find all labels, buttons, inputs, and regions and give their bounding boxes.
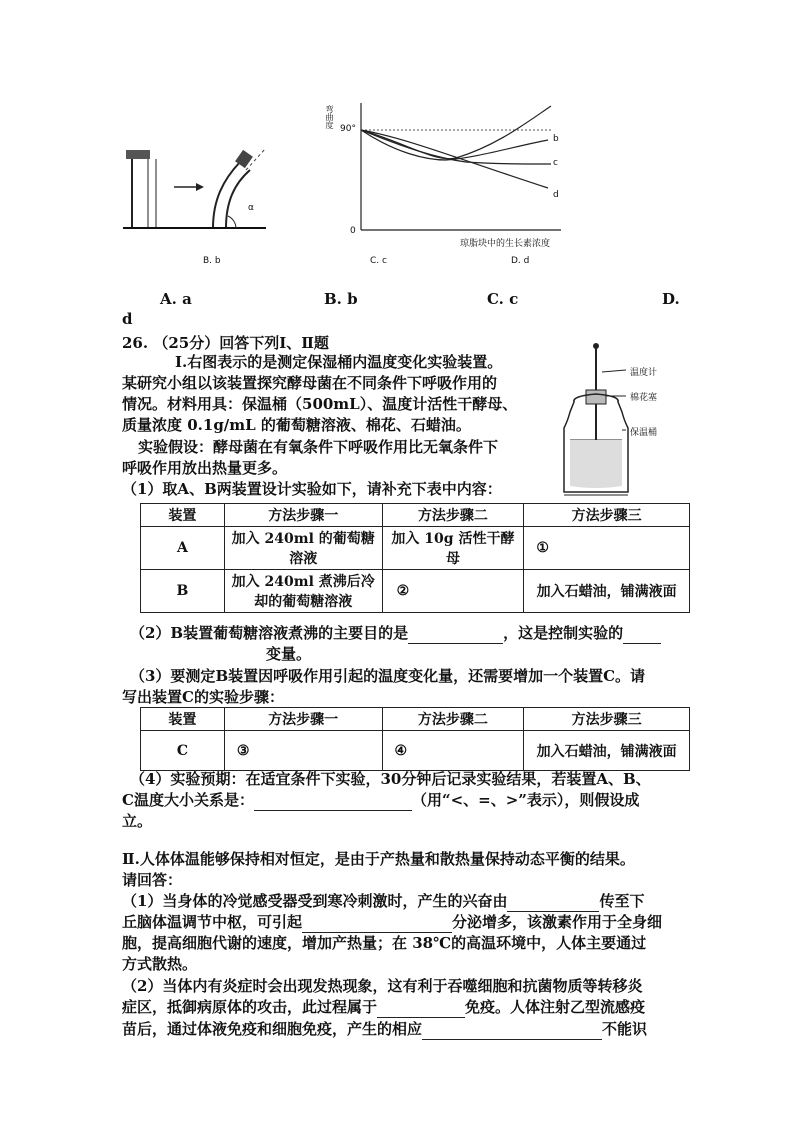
t1-header-step2: 方法步骤二: [382, 504, 524, 527]
graph-origin: 0: [350, 226, 356, 236]
q26-p6: 呼吸作用放出热量更多。: [122, 459, 288, 477]
q4-line-b: [122, 789, 639, 811]
graph-ylabel: 弯曲度: [325, 105, 334, 129]
curve-label-c: c: [553, 158, 558, 168]
q2-text-a: （2）B装置葡萄糖溶液煮沸的主要目的是: [130, 624, 409, 642]
part2-l3a: （1）当身体的冷觉感受器受到寒冷刺激时，产生的兴奋由: [122, 892, 508, 910]
t1-row-b-step1: 加入 240ml 煮沸后冷却的葡萄糖溶液: [224, 570, 382, 613]
t2-header-step3: 方法步骤三: [524, 708, 690, 731]
part2-l8: [122, 996, 645, 1018]
q2-line: [130, 622, 661, 644]
stem-figure: [118, 140, 268, 235]
part2-l5: 胞，提高细胞代谢的速度，增加产热量；在 38℃的高温环境中，人体主要通过: [122, 934, 647, 952]
t2-header-step1: 方法步骤一: [224, 708, 382, 731]
option-d[interactable]: D.: [662, 290, 680, 308]
t1-row-a-step3[interactable]: ①: [524, 527, 690, 570]
option-d-wrap: d: [122, 310, 133, 328]
t1-row-b-step2[interactable]: ②: [382, 570, 524, 613]
t1-row-a-step2: 加入 10g 活性干酵母: [382, 527, 524, 570]
q26-p2: 某研究小组以该装置探究酵母菌在不同条件下呼吸作用的: [122, 374, 498, 392]
t2-header-device: 装置: [141, 708, 225, 731]
part2-l6: 方式散热。: [122, 955, 198, 973]
t1-row-a-step1: 加入 240ml 的葡萄糖溶液: [224, 527, 382, 570]
t1-header-step3: 方法步骤三: [524, 504, 690, 527]
t2-header-step2: 方法步骤二: [382, 708, 524, 731]
right-caption-c: C. c: [370, 256, 387, 266]
table-c: [140, 707, 690, 771]
curve-a: [361, 106, 551, 159]
part2-l3: [122, 890, 644, 912]
option-c[interactable]: C. c: [487, 290, 519, 308]
part2-l7: （2）当体内有炎症时会出现发热现象，这有利于吞噬细胞和抗菌物质等转移炎: [122, 977, 643, 995]
part2-blank-4[interactable]: [422, 1023, 602, 1040]
part2-l4: [122, 911, 662, 933]
t2-row-c-device: C: [141, 731, 225, 771]
curve-graph: [326, 98, 566, 248]
q3-line-b: 写出装置C的实验步骤：: [122, 688, 284, 706]
graph-y90: 90°: [340, 124, 356, 134]
part2-l8b: 免疫。人体注射乙型流感疫: [465, 998, 646, 1016]
t1-header-step1: 方法步骤一: [224, 504, 382, 527]
q26-p5: 实验假设：酵母菌在有氧条件下呼吸作用比无氧条件下: [138, 438, 499, 456]
t2-row-c-step3: 加入石蜡油，铺满液面: [524, 731, 690, 771]
q4-blank[interactable]: [254, 794, 412, 811]
q4-line-d: 立。: [122, 812, 153, 830]
q4-text-c: （用“<、=、>”表示），则假设成: [411, 791, 640, 809]
q3-line-a: （3）要测定B装置因呼吸作用引起的温度变化量，还需要增加一个装置C。请: [130, 667, 646, 685]
graph-xlabel: 琼脂块中的生长素浓度: [460, 239, 551, 249]
table-ab: [140, 503, 690, 613]
t1-row-b-step3: 加入石蜡油，铺满液面: [524, 570, 690, 613]
t2-row-c-step1[interactable]: ③: [224, 731, 382, 771]
label-thermos: 保温桶: [630, 428, 658, 438]
q26-q1: （1）取A、B两装置设计实验如下，请补充下表中内容：: [122, 480, 502, 498]
option-b[interactable]: B. b: [324, 290, 358, 308]
q2-blank-1[interactable]: [408, 627, 503, 644]
q26-p1: Ⅰ.右图表示的是测定保湿桶内温度变化实验装置。: [175, 353, 503, 371]
q2-text-b: ，这是控制实验的: [503, 624, 624, 642]
curve-label-b: b: [553, 134, 559, 144]
q2-text-c: 变量。: [266, 645, 312, 663]
q26-p3: 情况。材料用具：保温桶（500mL）、温度计活性干酵母、: [122, 395, 518, 413]
option-a[interactable]: A. a: [160, 290, 192, 308]
part2-l3b: 传至下: [599, 892, 645, 910]
curve-b: [361, 130, 548, 160]
part2-l2: 请回答：: [122, 871, 183, 889]
part2-blank-2[interactable]: [302, 916, 452, 933]
part2-l4b: 分泌增多，该激素作用于全身细: [452, 913, 663, 931]
part2-l9: [122, 1018, 647, 1040]
q26-header: 26. （25分）回答下列Ⅰ、Ⅱ题: [122, 334, 329, 352]
q26-p4: 质量浓度 0.1g/mL 的葡萄糖溶液、棉花、石蜡油。: [122, 416, 471, 434]
t2-row-c-step2[interactable]: ④: [382, 731, 524, 771]
part2-l4a: 丘脑体温调节中枢，可引起: [122, 913, 303, 931]
label-thermometer: 温度计: [630, 368, 658, 378]
part2-l8a: 症区，抵御病原体的攻击，此过程属于: [122, 998, 378, 1016]
t1-header-device: 装置: [141, 504, 225, 527]
q4-line-a: （4）实验预期：在适宜条件下实验，30分钟后记录实验结果，若装置A、B、: [130, 770, 651, 788]
part2-blank-1[interactable]: [507, 895, 599, 912]
part2-l1: Ⅱ.人体体温能够保持相对恒定，是由于产热量和散热量保持动态平衡的结果。: [122, 850, 635, 868]
part2-l9a: 苗后，通过体液免疫和细胞免疫，产生的相应: [122, 1020, 423, 1038]
right-caption-d: D. d: [511, 256, 530, 266]
curve-label-d: d: [553, 190, 559, 200]
left-caption: B. b: [203, 256, 221, 266]
angle-label: α: [248, 203, 254, 213]
q4-text-b: C温度大小关系是：: [122, 791, 254, 809]
thermos-apparatus: [562, 340, 682, 502]
part2-blank-3[interactable]: [377, 1001, 465, 1018]
t1-row-a-device: A: [141, 527, 225, 570]
part2-l9b: 不能识: [602, 1020, 648, 1038]
label-cotton: 棉花塞: [630, 393, 658, 403]
t1-row-b-device: B: [141, 570, 225, 613]
q2-blank-2[interactable]: [623, 627, 661, 644]
